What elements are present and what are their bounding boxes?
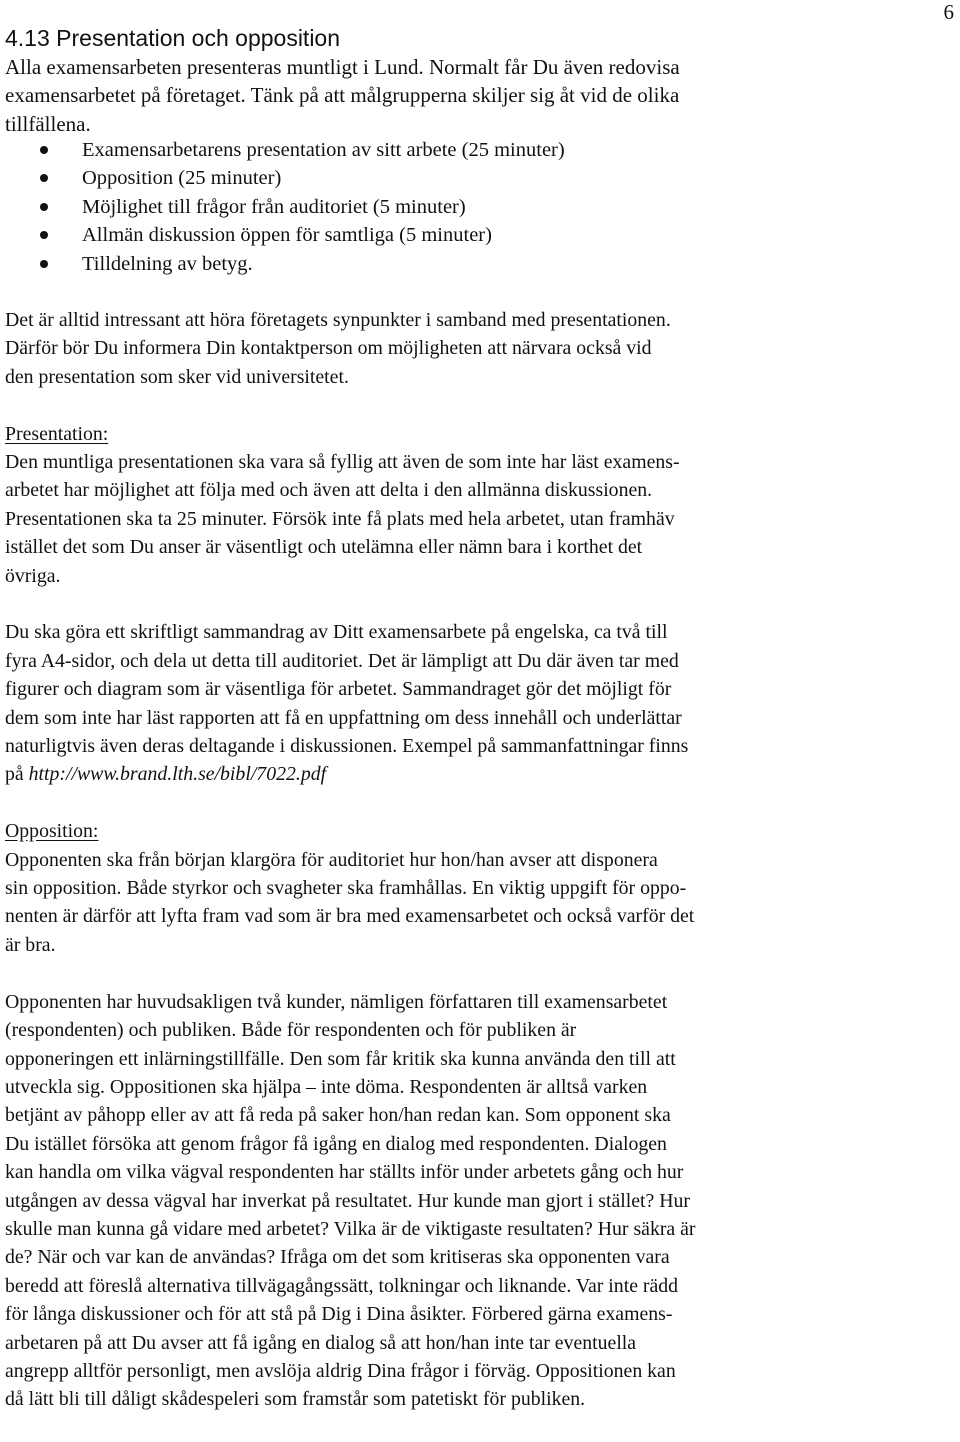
agenda-list [0,136,565,278]
agenda-item-text: Examensarbetarens presentation av sitt arbete (25 minuter) [82,139,565,161]
summary-paragraph [5,618,955,788]
paragraph-line: för långa diskussioner och för att stå på Dig i Dina åsikter. Förbered gärna examens- [5,1303,673,1326]
agenda-item [0,250,565,278]
intro-paragraph [5,53,805,138]
opposition-label: Opposition: [5,820,99,843]
page-number: 6 [943,0,954,24]
paragraph-line: är bra. [5,933,56,956]
paragraph-line: figurer och diagram som är väsentliga för arbetet. Sammandraget gör det möjligt för [5,678,672,701]
paragraph-line: skulle man kunna gå vidare med arbetet? Vilka är de viktigaste resultaten? Hur säkra är [5,1217,696,1240]
company-viewpoints-paragraph [5,306,955,391]
bullet-icon [40,260,48,268]
paragraph-line: angrepp alltför personligt, men avslöja aldrig Dina frågor i förväg. Oppositionen kan [5,1359,676,1382]
intro-line: tillfällena. [5,111,91,136]
paragraph-line: utgången av dessa vägval har inverkat på resultatet. Hur kunde man gjort i stället? Hur [5,1189,690,1212]
paragraph-line: Den muntliga presentationen ska vara så fyllig att även de som inte har läst examens- [5,451,680,474]
paragraph-line: arbetet har möjlighet att följa med och även att delta i den allmänna diskussionen. [5,479,653,502]
paragraph-line: då lätt bli till dåligt skådespeleri som framstår som patetiskt för publiken. [5,1388,586,1411]
agenda-item-text: Möjlighet till frågor från auditoriet (5 minuter) [82,195,466,218]
agenda-item-text: Opposition (25 minuter) [82,167,282,190]
paragraph-line: utveckla sig. Oppositionen ska hjälpa – inte döma. Respondenten är alltså varken [5,1075,648,1098]
agenda-item-text: Tilldelning av betyg. [82,252,253,275]
section-heading: 4.13 Presentation och opposition [5,25,341,51]
paragraph-line: beredd att föreslå alternativa tillvägagångssätt, tolkningar och liknande. Var inte rädd [5,1274,679,1297]
intro-line: examensarbetet på företaget. Tänk på att målgrupperna skiljer sig åt vid de olika [5,83,680,108]
bullet-icon [40,146,48,154]
paragraph-line: dem som inte har läst rapporten att få en uppfattning om dess innehåll och underlättar [5,706,682,729]
bullet-icon [40,174,48,182]
agenda-item [0,164,565,192]
paragraph-line: opponeringen ett inlärningstillfälle. Den som får kritik ska kunna använda den till att [5,1047,676,1070]
intro-line: Alla examensarbeten presenteras muntligt i Lund. Normalt får Du även redovisa [5,55,680,79]
paragraph-line: (respondenten) och publiken. Både för respondenten och för publiken är [5,1019,577,1042]
agenda-item-text: Allmän diskussion öppen för samtliga (5 minuter) [82,224,492,247]
paragraph-line: arbetaren på att Du avser att få igång en dialog så att hon/han inte tar eventuella [5,1331,637,1354]
paragraph-line: de? När och var kan de användas? Ifråga om det som kritiseras ska opponenten vara [5,1246,670,1269]
agenda-item [0,193,565,221]
paragraph-line: naturligtvis även deras deltagande i diskussionen. Exempel på sammanfattningar finns [5,735,689,758]
agenda-item [0,221,565,249]
presentation-section [5,420,955,590]
document-body [5,306,955,1442]
summary-examples-link[interactable]: http://www.brand.lth.se/bibl/7022.pdf [28,763,327,786]
paragraph-line: istället det som Du anser är väsentligt och utelämna eller nämn bara i korthet det [5,536,643,559]
paragraph-line: kan handla om vilka vägval respondenten har ställts inför under arbetets gång och hur [5,1161,684,1184]
paragraph-line: Du istället försöka att genom frågor få igång en dialog med respondenten. Dialogen [5,1132,667,1155]
paragraph-line: Därför bör Du informera Din kontaktperson om möjligheten att närvara också vid [5,337,652,360]
paragraph-line: fyra A4-sidor, och dela ut detta till auditoriet. Det är lämpligt att Du där även tar med [5,649,679,672]
paragraph-line: nenten är därför att lyfta fram vad som är bra med examensarbetet och också varför det [5,905,695,928]
paragraph-line: övriga. [5,564,61,587]
paragraph-line: Det är alltid intressant att höra företagets synpunkter i samband med presentationen. [5,309,671,331]
opponent-customers-paragraph [5,988,955,1414]
presentation-label: Presentation: [5,422,109,445]
paragraph-line: betjänt av påhopp eller av att få reda på saker hon/han redan kan. Som opponent ska [5,1104,671,1127]
paragraph-line [5,760,955,788]
paragraph-line: Presentationen ska ta 25 minuter. Försök inte få plats med hela arbetet, utan framhäv [5,507,675,530]
agenda-item [0,136,565,164]
opposition-section [5,817,955,959]
paragraph-line: den presentation som sker vid universitetet. [5,365,349,388]
paragraph-line: Opponenten har huvudsakligen två kunder, nämligen författaren till examensarbetet [5,990,668,1013]
paragraph-line: sin opposition. Både styrkor och svagheter ska framhållas. En viktig uppgift för oppo- [5,877,687,900]
bullet-icon [40,231,48,239]
url-prefix: på [5,763,29,786]
bullet-icon [40,203,48,211]
paragraph-line: Du ska göra ett skriftligt sammandrag av Ditt examensarbete på engelska, ca två till [5,621,668,644]
paragraph-line: Opponenten ska från början klargöra för auditoriet hur hon/han avser att disponera [5,848,658,871]
